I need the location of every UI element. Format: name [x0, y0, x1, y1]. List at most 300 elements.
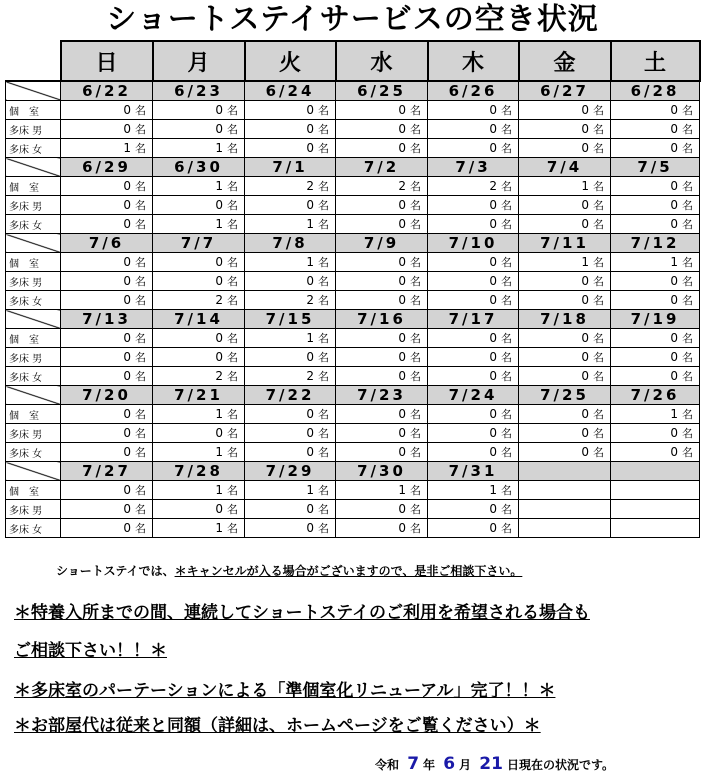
vacancy-unit: 名 — [593, 275, 604, 288]
vacancy-cell — [153, 215, 245, 234]
vacancy-unit: 名 — [593, 104, 604, 117]
vacancy-count: 0 — [489, 521, 497, 535]
header-corner — [6, 41, 61, 81]
vacancy-cell — [611, 329, 700, 348]
vacancy-unit: 名 — [501, 275, 512, 288]
vacancy-cell — [611, 196, 700, 215]
weekday-header: 月 — [153, 41, 245, 81]
vacancy-count: 0 — [489, 445, 497, 459]
vacancy-cell — [153, 519, 245, 538]
vacancy-unit: 名 — [135, 484, 146, 497]
vacancy-unit: 名 — [318, 142, 329, 155]
date-cell: 7/30 — [336, 462, 428, 481]
vacancy-unit: 名 — [593, 446, 604, 459]
vacancy-cell — [153, 367, 245, 386]
date-row-corner — [6, 462, 61, 481]
vacancy-unit: 名 — [318, 275, 329, 288]
vacancy-unit: 名 — [227, 142, 238, 155]
vacancy-cell — [336, 519, 428, 538]
vacancy-cell — [336, 500, 428, 519]
vacancy-count: 1 — [215, 217, 223, 231]
vacancy-unit: 名 — [410, 522, 421, 535]
vacancy-count: 0 — [670, 141, 678, 155]
vacancy-count: 0 — [306, 141, 314, 155]
vacancy-cell — [428, 424, 519, 443]
vacancy-count: 0 — [306, 407, 314, 421]
vacancy-unit: 名 — [501, 427, 512, 440]
vacancy-count: 0 — [306, 426, 314, 440]
vacancy-count: 0 — [670, 369, 678, 383]
vacancy-unit: 名 — [318, 199, 329, 212]
vacancy-cell — [153, 443, 245, 462]
vacancy-unit: 名 — [501, 408, 512, 421]
vacancy-unit: 名 — [318, 123, 329, 136]
vacancy-cell — [245, 519, 336, 538]
vacancy-unit: 名 — [682, 104, 693, 117]
consult-note-line1: ＊特養入所までの間、連続してショートステイのご利用を希望される場合も — [14, 603, 590, 623]
room-type-label: 個 室 — [6, 329, 61, 348]
vacancy-unit: 名 — [593, 180, 604, 193]
vacancy-count: 0 — [581, 293, 589, 307]
vacancy-count: 0 — [398, 426, 406, 440]
vacancy-count: 1 — [398, 483, 406, 497]
vacancy-count: 1 — [215, 445, 223, 459]
vacancy-unit: 名 — [682, 294, 693, 307]
vacancy-count: 0 — [215, 255, 223, 269]
date-cell — [519, 462, 611, 481]
vacancy-cell — [245, 367, 336, 386]
vacancy-count: 0 — [581, 103, 589, 117]
vacancy-cell — [611, 253, 700, 272]
vacancy-unit: 名 — [682, 180, 693, 193]
vacancy-cell — [245, 329, 336, 348]
vacancy-cell — [336, 348, 428, 367]
vacancy-cell — [336, 196, 428, 215]
room-type-label: 多床 男 — [6, 424, 61, 443]
availability-row — [6, 272, 700, 291]
vacancy-count: 0 — [581, 350, 589, 364]
vacancy-count: 0 — [123, 445, 131, 459]
vacancy-count: 0 — [123, 122, 131, 136]
room-type-label: 個 室 — [6, 405, 61, 424]
vacancy-unit: 名 — [318, 446, 329, 459]
date-cell: 6/29 — [61, 158, 153, 177]
vacancy-cell — [611, 424, 700, 443]
vacancy-unit: 名 — [593, 370, 604, 383]
vacancy-cell — [61, 253, 153, 272]
date-cell: 7/27 — [61, 462, 153, 481]
date-cell: 7/19 — [611, 310, 700, 329]
availability-row — [6, 120, 700, 139]
vacancy-count: 0 — [489, 255, 497, 269]
cancellation-note — [56, 562, 522, 579]
room-type-label: 個 室 — [6, 101, 61, 120]
vacancy-cell — [336, 120, 428, 139]
availability-body — [6, 81, 700, 538]
vacancy-cell — [61, 481, 153, 500]
vacancy-cell — [428, 101, 519, 120]
vacancy-cell — [611, 139, 700, 158]
vacancy-cell — [428, 405, 519, 424]
vacancy-unit: 名 — [682, 199, 693, 212]
vacancy-cell — [153, 500, 245, 519]
vacancy-unit: 名 — [410, 351, 421, 364]
date-cell: 6/23 — [153, 81, 245, 101]
vacancy-unit: 名 — [501, 294, 512, 307]
room-type-label: 多床 男 — [6, 348, 61, 367]
vacancy-cell — [61, 519, 153, 538]
footer-month: 6 — [443, 754, 456, 774]
vacancy-count: 0 — [123, 350, 131, 364]
vacancy-unit: 名 — [501, 522, 512, 535]
date-row — [6, 158, 700, 177]
vacancy-unit: 名 — [593, 142, 604, 155]
vacancy-unit: 名 — [410, 199, 421, 212]
availability-row — [6, 291, 700, 310]
vacancy-cell — [153, 291, 245, 310]
vacancy-unit: 名 — [593, 427, 604, 440]
footer-year-unit: 年 — [423, 758, 436, 772]
vacancy-count: 0 — [398, 103, 406, 117]
vacancy-count: 2 — [215, 369, 223, 383]
vacancy-cell — [519, 177, 611, 196]
vacancy-count: 0 — [398, 122, 406, 136]
vacancy-cell — [245, 215, 336, 234]
vacancy-unit: 名 — [135, 427, 146, 440]
date-cell: 7/20 — [61, 386, 153, 405]
footer-year: 7 — [407, 754, 420, 774]
availability-row — [6, 424, 700, 443]
date-cell: 7/16 — [336, 310, 428, 329]
vacancy-unit: 名 — [501, 351, 512, 364]
vacancy-unit: 名 — [593, 294, 604, 307]
vacancy-count: 0 — [123, 426, 131, 440]
vacancy-cell — [61, 101, 153, 120]
date-row-corner — [6, 310, 61, 329]
vacancy-unit: 名 — [318, 256, 329, 269]
date-cell: 7/31 — [428, 462, 519, 481]
vacancy-cell — [245, 443, 336, 462]
date-cell: 7/5 — [611, 158, 700, 177]
vacancy-count: 1 — [670, 255, 678, 269]
date-cell: 7/14 — [153, 310, 245, 329]
weekday-header: 金 — [519, 41, 611, 81]
vacancy-unit: 名 — [227, 351, 238, 364]
room-type-label: 個 室 — [6, 177, 61, 196]
room-type-label: 多床 女 — [6, 519, 61, 538]
vacancy-cell — [153, 139, 245, 158]
weekday-header-row — [6, 41, 700, 81]
vacancy-unit: 名 — [410, 446, 421, 459]
vacancy-cell — [245, 405, 336, 424]
vacancy-count: 2 — [306, 369, 314, 383]
vacancy-count: 1 — [581, 255, 589, 269]
vacancy-count: 0 — [398, 369, 406, 383]
vacancy-unit: 名 — [135, 408, 146, 421]
vacancy-unit: 名 — [135, 218, 146, 231]
vacancy-count: 0 — [123, 274, 131, 288]
room-type-label: 多床 男 — [6, 120, 61, 139]
vacancy-cell — [336, 139, 428, 158]
room-type-label: 多床 女 — [6, 139, 61, 158]
vacancy-unit: 名 — [135, 180, 146, 193]
vacancy-count: 2 — [489, 179, 497, 193]
vacancy-unit: 名 — [501, 104, 512, 117]
vacancy-cell — [245, 424, 336, 443]
vacancy-count: 2 — [215, 293, 223, 307]
vacancy-unit: 名 — [135, 351, 146, 364]
vacancy-cell — [153, 348, 245, 367]
vacancy-count: 0 — [215, 331, 223, 345]
vacancy-cell — [153, 329, 245, 348]
vacancy-count: 1 — [215, 179, 223, 193]
vacancy-unit: 名 — [593, 199, 604, 212]
vacancy-count: 0 — [398, 350, 406, 364]
weekday-header: 日 — [61, 41, 153, 81]
date-cell: 6/24 — [245, 81, 336, 101]
vacancy-count: 0 — [306, 502, 314, 516]
vacancy-count: 0 — [581, 407, 589, 421]
vacancy-unit: 名 — [501, 123, 512, 136]
vacancy-unit: 名 — [227, 408, 238, 421]
availability-row — [6, 519, 700, 538]
vacancy-unit: 名 — [501, 180, 512, 193]
availability-row — [6, 215, 700, 234]
date-cell: 7/7 — [153, 234, 245, 253]
vacancy-count: 0 — [670, 122, 678, 136]
room-type-label: 個 室 — [6, 253, 61, 272]
vacancy-cell — [336, 291, 428, 310]
vacancy-cell — [519, 101, 611, 120]
vacancy-count: 0 — [123, 521, 131, 535]
vacancy-count: 0 — [306, 350, 314, 364]
vacancy-cell — [153, 177, 245, 196]
availability-row — [6, 500, 700, 519]
vacancy-count: 0 — [398, 255, 406, 269]
vacancy-cell — [336, 215, 428, 234]
vacancy-cell — [611, 120, 700, 139]
vacancy-count: 0 — [398, 445, 406, 459]
vacancy-cell — [336, 329, 428, 348]
vacancy-count: 0 — [123, 369, 131, 383]
date-row — [6, 462, 700, 481]
vacancy-unit: 名 — [318, 180, 329, 193]
vacancy-count: 0 — [398, 217, 406, 231]
vacancy-cell — [245, 348, 336, 367]
vacancy-cell — [428, 481, 519, 500]
vacancy-unit: 名 — [410, 256, 421, 269]
date-cell: 7/17 — [428, 310, 519, 329]
vacancy-count: 0 — [670, 198, 678, 212]
vacancy-cell — [336, 177, 428, 196]
vacancy-count: 1 — [670, 407, 678, 421]
date-cell: 7/9 — [336, 234, 428, 253]
vacancy-cell — [61, 443, 153, 462]
vacancy-cell — [61, 120, 153, 139]
vacancy-cell — [153, 253, 245, 272]
vacancy-count: 0 — [306, 103, 314, 117]
note-prefix: ショートステイでは、 — [56, 564, 175, 578]
vacancy-cell — [611, 272, 700, 291]
vacancy-cell — [245, 291, 336, 310]
vacancy-cell — [153, 272, 245, 291]
room-type-label: 多床 女 — [6, 443, 61, 462]
vacancy-unit: 名 — [682, 332, 693, 345]
vacancy-cell — [519, 253, 611, 272]
footer-day: 21 — [479, 754, 503, 774]
vacancy-cell — [611, 101, 700, 120]
availability-row — [6, 367, 700, 386]
vacancy-unit: 名 — [410, 503, 421, 516]
vacancy-unit: 名 — [135, 370, 146, 383]
vacancy-cell — [336, 367, 428, 386]
vacancy-cell — [336, 272, 428, 291]
vacancy-count: 0 — [398, 502, 406, 516]
vacancy-count: 0 — [306, 122, 314, 136]
vacancy-cell — [611, 367, 700, 386]
vacancy-count: 0 — [398, 274, 406, 288]
vacancy-unit: 名 — [318, 332, 329, 345]
vacancy-unit: 名 — [135, 446, 146, 459]
vacancy-cell — [153, 101, 245, 120]
vacancy-unit: 名 — [135, 256, 146, 269]
vacancy-cell — [519, 519, 611, 538]
vacancy-unit: 名 — [410, 427, 421, 440]
date-cell: 6/22 — [61, 81, 153, 101]
room-type-label: 多床 男 — [6, 272, 61, 291]
vacancy-cell — [245, 101, 336, 120]
vacancy-unit: 名 — [227, 275, 238, 288]
availability-row — [6, 177, 700, 196]
date-cell: 7/3 — [428, 158, 519, 177]
vacancy-count: 2 — [306, 293, 314, 307]
vacancy-unit: 名 — [410, 218, 421, 231]
vacancy-cell — [611, 215, 700, 234]
vacancy-unit: 名 — [501, 218, 512, 231]
date-cell: 7/15 — [245, 310, 336, 329]
room-type-label: 個 室 — [6, 481, 61, 500]
date-cell: 7/4 — [519, 158, 611, 177]
vacancy-count: 0 — [123, 217, 131, 231]
vacancy-count: 0 — [581, 217, 589, 231]
vacancy-unit: 名 — [682, 275, 693, 288]
vacancy-count: 1 — [215, 141, 223, 155]
vacancy-count: 1 — [306, 483, 314, 497]
date-cell: 6/26 — [428, 81, 519, 101]
vacancy-count: 0 — [670, 445, 678, 459]
vacancy-cell — [428, 348, 519, 367]
date-row — [6, 81, 700, 101]
room-type-label: 多床 女 — [6, 291, 61, 310]
vacancy-unit: 名 — [227, 294, 238, 307]
vacancy-unit: 名 — [410, 180, 421, 193]
vacancy-unit: 名 — [227, 199, 238, 212]
vacancy-count: 0 — [581, 141, 589, 155]
room-type-label: 多床 女 — [6, 367, 61, 386]
vacancy-unit: 名 — [410, 484, 421, 497]
vacancy-count: 0 — [398, 521, 406, 535]
vacancy-unit: 名 — [318, 218, 329, 231]
vacancy-cell — [153, 120, 245, 139]
vacancy-count: 0 — [123, 179, 131, 193]
note-underlined: ＊キャンセルが入る場合がございますので、是非ご相談下さい。 — [174, 564, 523, 578]
vacancy-count: 0 — [489, 217, 497, 231]
vacancy-cell — [61, 177, 153, 196]
date-cell: 7/2 — [336, 158, 428, 177]
vacancy-count: 0 — [581, 445, 589, 459]
vacancy-count: 1 — [581, 179, 589, 193]
weekday-header: 火 — [245, 41, 336, 81]
vacancy-cell — [153, 405, 245, 424]
weekday-header: 木 — [428, 41, 519, 81]
vacancy-count: 0 — [215, 426, 223, 440]
vacancy-count: 0 — [398, 407, 406, 421]
vacancy-unit: 名 — [501, 256, 512, 269]
vacancy-unit: 名 — [410, 294, 421, 307]
date-row-corner — [6, 81, 61, 101]
vacancy-cell — [428, 177, 519, 196]
vacancy-unit: 名 — [135, 503, 146, 516]
date-row-corner — [6, 158, 61, 177]
vacancy-cell — [336, 424, 428, 443]
availability-row — [6, 253, 700, 272]
vacancy-unit: 名 — [227, 370, 238, 383]
date-row — [6, 310, 700, 329]
date-cell: 7/21 — [153, 386, 245, 405]
vacancy-cell — [61, 139, 153, 158]
vacancy-count: 0 — [489, 274, 497, 288]
vacancy-unit: 名 — [318, 294, 329, 307]
vacancy-unit: 名 — [135, 123, 146, 136]
vacancy-count: 0 — [489, 198, 497, 212]
vacancy-cell — [428, 329, 519, 348]
vacancy-cell — [519, 500, 611, 519]
vacancy-count: 0 — [306, 445, 314, 459]
vacancy-unit: 名 — [410, 370, 421, 383]
date-cell: 6/28 — [611, 81, 700, 101]
vacancy-cell — [61, 291, 153, 310]
date-row — [6, 386, 700, 405]
vacancy-unit: 名 — [318, 370, 329, 383]
vacancy-unit: 名 — [593, 332, 604, 345]
vacancy-cell — [245, 500, 336, 519]
vacancy-unit: 名 — [135, 294, 146, 307]
vacancy-count: 0 — [123, 198, 131, 212]
vacancy-unit: 名 — [227, 446, 238, 459]
vacancy-unit: 名 — [501, 199, 512, 212]
vacancy-unit: 名 — [135, 199, 146, 212]
vacancy-count: 0 — [489, 103, 497, 117]
vacancy-unit: 名 — [593, 123, 604, 136]
date-row-corner — [6, 386, 61, 405]
vacancy-cell — [153, 481, 245, 500]
vacancy-cell — [428, 367, 519, 386]
date-cell: 7/8 — [245, 234, 336, 253]
vacancy-cell — [428, 196, 519, 215]
date-cell: 7/6 — [61, 234, 153, 253]
vacancy-cell — [428, 120, 519, 139]
vacancy-count: 2 — [306, 179, 314, 193]
vacancy-cell — [519, 367, 611, 386]
vacancy-count: 0 — [123, 331, 131, 345]
vacancy-cell — [61, 272, 153, 291]
vacancy-unit: 名 — [318, 484, 329, 497]
vacancy-cell — [245, 139, 336, 158]
room-fee-note: ＊お部屋代は従来と同額（詳細は、ホームページをご覧ください）＊ — [14, 716, 541, 736]
availability-row — [6, 481, 700, 500]
vacancy-cell — [428, 253, 519, 272]
vacancy-count: 0 — [489, 426, 497, 440]
